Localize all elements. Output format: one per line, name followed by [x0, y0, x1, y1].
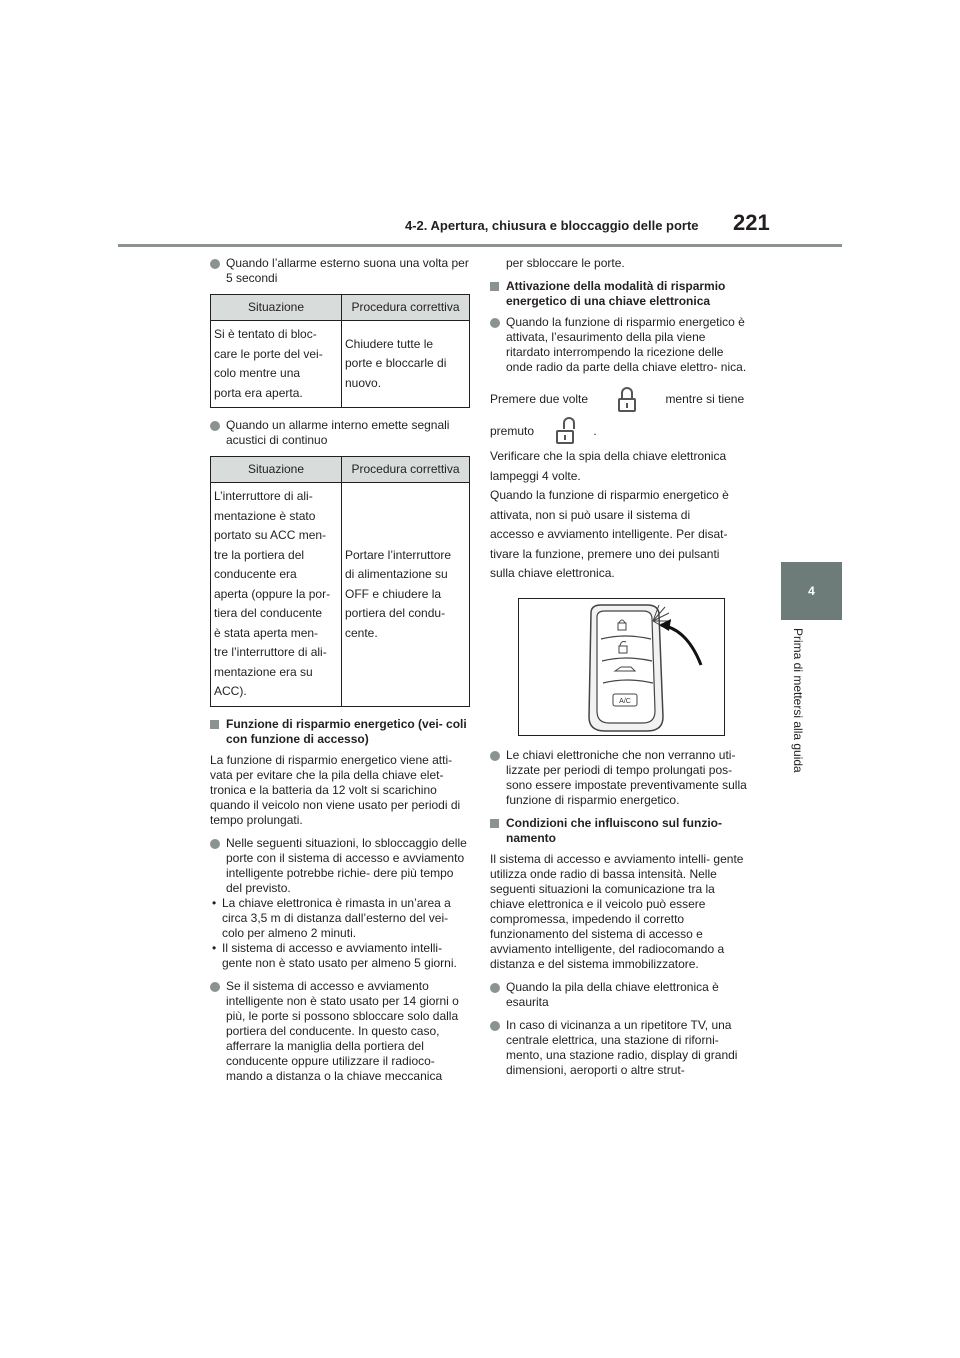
text-line: tivare la funzione, premere uno dei pulsanti — [490, 546, 720, 561]
bullet-dot-icon — [210, 421, 220, 431]
bullet-dot-icon — [210, 982, 220, 992]
bullet-dot-icon — [210, 259, 220, 269]
text-line: lampeggi 4 volte. — [490, 468, 581, 483]
cell-line: mentazione è stato — [214, 508, 316, 523]
instruction-text: premuto — [490, 424, 535, 438]
page-number: 221 — [733, 210, 770, 235]
cell-line: Si è tentato di bloc- — [214, 327, 317, 341]
table-row — [211, 321, 470, 408]
bullet-dot-icon — [490, 1021, 500, 1031]
paragraph: La funzione di risparmio energetico viene atti- vata per evitare che la pila della chiave elet- tronica e la batteria da 12 volt si scarichino quando il veicolo non viene usato per periodi di tempo prolungati. — [210, 752, 461, 827]
electronic-key-illustration — [518, 598, 725, 736]
square-bullet-icon — [490, 282, 499, 291]
dash-item — [210, 896, 470, 941]
header-rule — [118, 244, 842, 247]
situation-table-2 — [210, 456, 470, 707]
bullet-text: Quando la funzione di risparmio energetico è attivata, l’esaurimento della pila viene ritardato interrompendo la ricezione delle onde radio da parte della chiave elettro- nica. — [506, 315, 747, 374]
cell-line: mentazione era su — [214, 664, 313, 679]
text-line: attivata, non si può usare il sistema di — [490, 507, 691, 522]
bullet-item — [490, 980, 750, 1010]
section-header-title: 4-2. Apertura, chiusura e bloccaggio delle porte — [405, 218, 699, 233]
square-bullet-icon — [490, 819, 499, 828]
table-header-situazione: Situazione — [211, 457, 342, 483]
bullet-text: Quando l’allarme esterno suona una volta per 5 secondi — [226, 256, 469, 285]
subheading — [490, 279, 750, 309]
table-cell-procedura — [342, 321, 470, 408]
right-column — [490, 256, 750, 1086]
bullet-item — [210, 418, 470, 448]
bullet-text: Le chiavi elettroniche che non verranno uti- lizzate per periodi di tempo prolungati pos- sono essere impostate preventivamente sulla funzione di risparmio energetico. — [506, 747, 747, 807]
subheading — [490, 816, 750, 846]
bullet-item — [490, 1018, 750, 1078]
table-header-procedura: Procedura correttiva — [342, 295, 470, 321]
table-cell-procedura — [342, 483, 470, 707]
instruction-text: Premere due volte — [490, 392, 589, 406]
square-bullet-icon — [210, 720, 219, 729]
text-line: Quando la funzione di risparmio energetico è — [490, 488, 729, 502]
cell-line: tre la portiera del — [214, 547, 305, 562]
bullet-text: Nelle seguenti situazioni, lo sbloccaggio delle porte con il sistema di accesso e avviamento intelligente potrebbe richie- dere più tempo del previsto. — [226, 835, 467, 895]
cell-line: L’interruttore di ali- — [214, 489, 313, 503]
cell-line: conducente era — [214, 567, 297, 581]
cell-line: ACC). — [214, 684, 247, 698]
table-row — [211, 483, 470, 707]
bullet-dot-icon — [490, 318, 500, 328]
dash-text: Il sistema di accesso e avviamento intelli- gente non è stato usato per almeno 5 giorni. — [222, 940, 457, 970]
instruction-text: . — [593, 424, 597, 438]
bullet-dot-icon — [210, 839, 220, 849]
table-header-situazione: Situazione — [211, 295, 342, 321]
cell-line: Portare l’interruttore — [345, 547, 452, 562]
dash-marker-icon: • — [212, 895, 217, 910]
bullet-text: Se il sistema di accesso e avviamento intelligente non è stato usato per 14 giorni o più, le porte si possono sbloccare solo dalla portiera del conducente. In questo caso, afferrare la maniglia della portiera del conducente oppure utilizzare il radioco- mando a distanza o la chiave meccanica — [226, 978, 459, 1083]
instruction-text: mentre si tiene — [665, 392, 745, 406]
cell-line: tiera del conducente — [214, 606, 323, 620]
dash-text: La chiave elettronica è rimasta in un’area a circa 3,5 m di distanza dall’esterno del vei- colo per almeno 2 minuti. — [222, 895, 451, 940]
bullet-item — [490, 315, 750, 375]
paragraph: Il sistema di accesso e avviamento intelli- gente utilizza onde radio di bassa intensità. Nelle seguenti situazioni la comunicazione tra la chiave elettronica e il veicolo può essere compromessa, impedendo il corretto funzionamento del sistema di accesso e avviamento intelligente, del radiocomando a distanza e del sistema immobilizzatore. — [490, 851, 744, 971]
left-column — [210, 256, 470, 1092]
cell-line: di alimentazione su — [345, 567, 448, 581]
cell-line: portato su ACC men- — [214, 528, 327, 542]
subheading-text: Condizioni che influiscono sul funzio- namento — [506, 815, 722, 845]
subheading-text: Attivazione della modalità di risparmio energetico di una chiave elettronica — [506, 279, 726, 308]
subheading — [210, 717, 470, 747]
bullet-text: In caso di vicinanza a un ripetitore TV, una centrale elettrica, una stazione di riforni- mento, una stazione radio, display di grandi dimensioni, aeroporti o altre strut- — [506, 1017, 738, 1077]
text-line: sulla chiave elettronica. — [490, 566, 615, 580]
lock-icon — [617, 387, 637, 413]
unlock-icon — [555, 419, 575, 445]
bullet-text: Quando un allarme interno emette segnali acustici di continuo — [226, 418, 450, 447]
cell-line: è stata aperta men- — [214, 625, 319, 640]
cell-line: care le porte del vei- — [214, 346, 323, 361]
bullet-dot-icon — [490, 983, 500, 993]
text-line: accesso e avviamento intelligente. Per disat- — [490, 527, 728, 541]
continued-text: per sbloccare le porte. — [506, 256, 625, 270]
bullet-item — [210, 836, 470, 896]
situation-table-1 — [210, 294, 470, 408]
subheading-text: Funzione di risparmio energetico (vei- coli con funzione di accesso) — [226, 716, 467, 746]
cell-line: porta era aperta. — [214, 385, 303, 400]
cell-line: aperta (oppure la por- — [214, 586, 331, 601]
table-cell-situazione — [211, 483, 342, 707]
table-cell-situazione — [211, 321, 342, 408]
bullet-item — [490, 748, 750, 808]
cell-line: portiera del condu- — [345, 606, 446, 620]
dash-item — [210, 941, 470, 971]
key-button-label: A/C — [619, 697, 631, 705]
cell-line: Chiudere tutte le — [345, 336, 434, 351]
cell-line: porte e bloccarle di — [345, 356, 447, 371]
table-header-procedura: Procedura correttiva — [342, 457, 470, 483]
bullet-dot-icon — [490, 751, 500, 761]
instruction-line — [490, 383, 750, 415]
cell-line: cente. — [345, 625, 378, 640]
chapter-tab-number: 4 — [808, 584, 815, 598]
cell-line: OFF e chiudere la — [345, 586, 442, 601]
cell-line: tre l’interruttore di ali- — [214, 645, 327, 659]
bullet-item — [210, 256, 470, 286]
cell-line: nuovo. — [345, 375, 382, 390]
bullet-text: Quando la pila della chiave elettronica è esaurita — [506, 979, 719, 1009]
chapter-tab — [781, 562, 842, 620]
instruction-line — [490, 415, 750, 447]
cell-line: colo mentre una — [214, 366, 301, 380]
bullet-item — [210, 979, 470, 1084]
chapter-side-label: Prima di mettersi alla guida — [791, 628, 805, 773]
text-line: Verificare che la spia della chiave elettronica — [490, 449, 727, 463]
dash-marker-icon: • — [212, 940, 217, 955]
electronic-key-icon — [519, 599, 724, 735]
